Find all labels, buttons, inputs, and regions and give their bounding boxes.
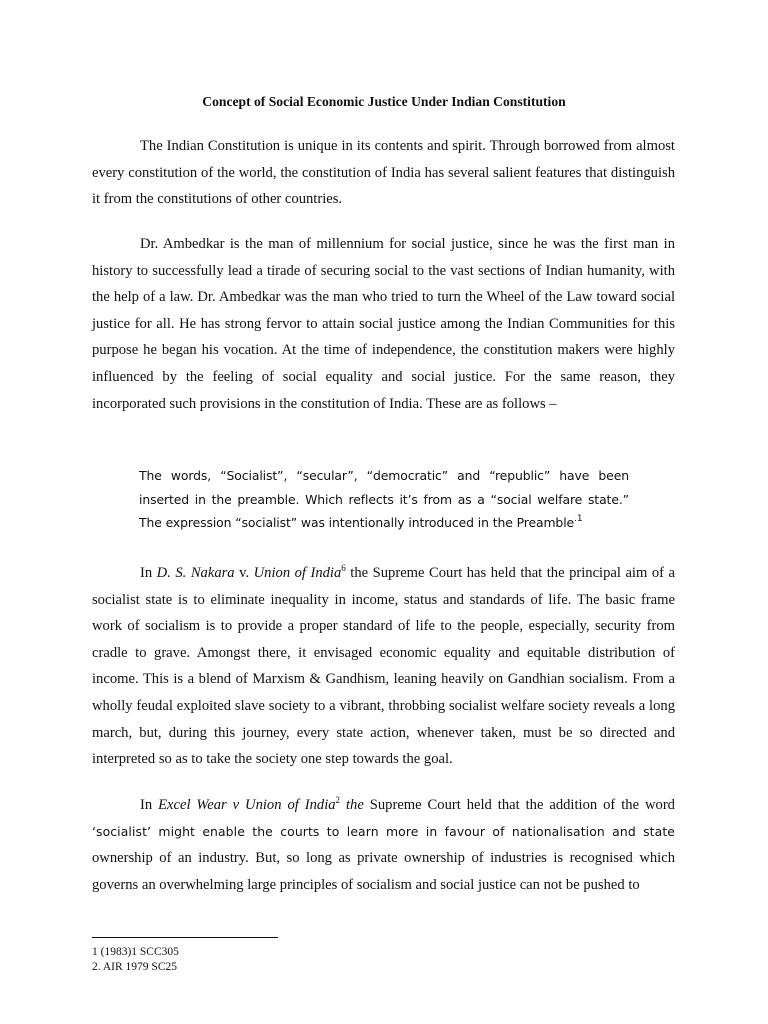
quote-line: inserted in the preamble. Which reflects it’s from as a “social welfare state.”	[139, 491, 629, 507]
paragraph-lead: In	[140, 565, 157, 581]
footnote-item: 1 (1983)1 SCC305	[92, 946, 179, 958]
paragraph-constitution-unique	[92, 133, 675, 213]
footnote-ref: 6	[341, 563, 346, 573]
footnotes	[92, 945, 179, 975]
paragraph-ambedkar	[92, 231, 675, 417]
quote-line	[139, 511, 629, 535]
document-title: Concept of Social Economic Justice Under Indian Constitution	[202, 94, 566, 109]
footnote-ref: .1	[574, 514, 583, 524]
footnote-divider	[92, 937, 278, 938]
paragraph-text: the Supreme Court has held that the principal aim of a socialist state is to eliminate inequality in income, status and standards of life. The basic frame work of socialism is to provide a proper standard of life to the people, especially, security from cradle to grave. Amongst there, it envisaged economic equality and equitable distribution of income. This is a blend of Marxism & Gandhism, leaning heavily on Gandhian socialism. From a wholly feudal exploited slave society to a vibrant, throbbing socialist welfare society reveals a long march, but, during this journey, every state action, whenever taken, must be so directed and interpreted so as to take the society one step towards the goal.	[92, 565, 675, 768]
case-name: D. S. Nakara	[156, 565, 235, 581]
paragraph-text: Dr. Ambedkar is the man of millennium for social justice, since he was the first man in history to successfully lead a tirade of securing social to the vast sections of Indian humanity, with the help of a law. Dr. Ambedkar was the man who tried to turn the Wheel of the Law toward social justice for all. He has strong fervor to attain social justice among the Indian Communities for this purpose he began his vocation. At the time of independence, the constitution makers were highly influenced by the feeling of social equality and social justice. For the same reason, they incorporated such provisions in the constitution of India. These are as follows –	[92, 236, 675, 412]
case-name: Excel Wear v Union of India	[158, 797, 336, 813]
paragraph-text: The Indian Constitution is unique in its contents and spirit. Through borrowed from almost every constitution of the world, the constitution of India has several salient features that distinguish it from the constitutions of other countries.	[92, 138, 675, 208]
paragraph-lead: In	[140, 797, 159, 813]
block-quote-preamble	[139, 464, 629, 535]
quote-line: The words, “Socialist”, “secular”, “democratic” and “republic” have been	[139, 468, 629, 483]
footnote-item: 2. AIR 1979 SC25	[92, 961, 177, 973]
versus: v.	[234, 565, 254, 581]
paragraph-nakara-case	[92, 560, 675, 773]
paragraph-text: ownership of an industry. But, so long as private ownership of industries is recognised which governs an overwhelming large principles of socialism and social justice can not be pushed to	[92, 850, 675, 893]
footnote-ref: 2	[335, 795, 341, 805]
paragraph-text-alt-font: ‘socialist’ might enable the courts to learn more in favour of nationalisation and state	[92, 823, 675, 839]
case-the: the	[340, 797, 364, 813]
paragraph-excel-wear-case	[92, 792, 675, 898]
case-name: Union of India	[253, 565, 342, 581]
quote-line-text: The expression “socialist” was intentionally introduced in the Preamble	[139, 515, 575, 530]
paragraph-text: Supreme Court held that the addition of the word	[363, 797, 675, 813]
